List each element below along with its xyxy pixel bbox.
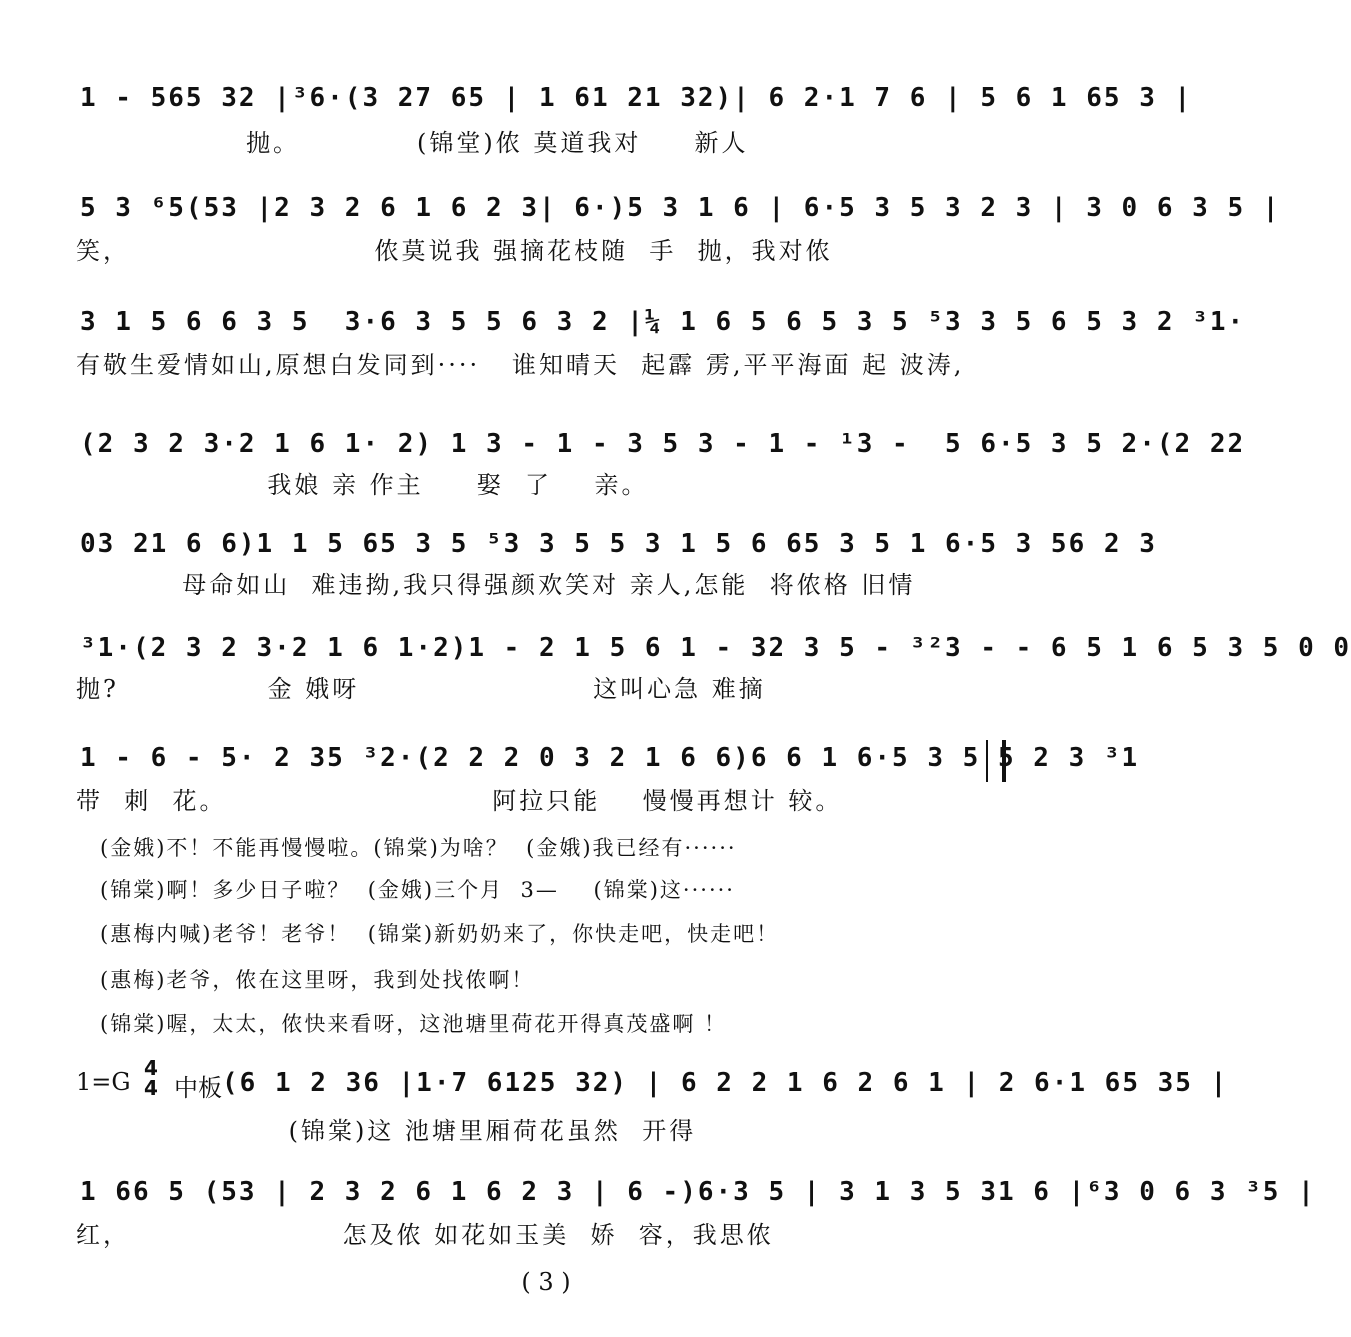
page-number: ( 3 ) xyxy=(521,1268,571,1296)
notation-line: 3 1 5 6 6 3 5 3·6 3 5 5 6 3 2 |¼ 1 6 5 6 5 3 5 ⁵3 3 5 6 5 3 2 ³1· xyxy=(80,307,1246,337)
time-signature: 4 4 xyxy=(144,1056,158,1100)
dialogue-line: (惠梅内喊)老爷！老爷！ (锦棠)新奶奶来了，你快走吧，快走吧！ xyxy=(100,922,780,946)
notation-line: 1 - 565 32 |³6·(3 27 65 | 1 61 21 32)| 6 2·1 7 6 | 5 6 1 65 3 | xyxy=(80,83,1193,113)
key-signature: 1=G xyxy=(76,1068,131,1096)
lyric-line: 带 刺 花。 阿拉只能 慢慢再想计 较。 xyxy=(76,787,843,815)
dialogue-line: (锦棠)啊！多少日子啦？ (金娥)三个月 3— (锦棠)这······ xyxy=(100,878,735,902)
lyric-line: 母命如山 难违拗,我只得强颜欢笑对 亲人,怎能 将侬格 旧情 xyxy=(76,571,916,599)
notation-line: ³1·(2 3 2 3·2 1 6 1·2)1 - 2 1 5 6 1 - 32 3 5 - ³²3 - - 6 5 1 6 5 3 5 0 0 xyxy=(80,633,1351,663)
notation-line: (6 1 2 36 |1·7 6125 32) | 6 2 2 1 6 2 6 1 | 2 6·1 65 35 | xyxy=(222,1068,1229,1098)
lyric-line: 笑， 侬莫说我 强摘花枝随 手 抛，我对侬 xyxy=(76,237,833,265)
lyric-line: 我娘 亲 作主 娶 了 亲。 xyxy=(76,471,649,499)
dialogue-line: (锦棠)喔，太太，侬快来看呀，这池塘里荷花开得真茂盛啊 ！ xyxy=(100,1012,728,1036)
notation-line: 1 - 6 - 5· 2 35 ³2·(2 2 2 0 3 2 1 6 6)6 6 1 6·5 3 5 5 2 3 ³1 xyxy=(80,743,1140,773)
dialogue-line: (惠梅)老爷，侬在这里呀，我到处找侬啊！ xyxy=(100,968,535,992)
notation-line: 1 66 5 (53 | 2 3 2 6 1 6 2 3 | 6 -)6·3 5 | 3 1 3 5 31 6 |⁶3 0 6 3 ³5 | xyxy=(80,1177,1316,1207)
notation-line: 5 3 ⁶5(53 |2 3 2 6 1 6 2 3| 6·)5 3 1 6 | 6·5 3 5 3 2 3 | 3 0 6 3 5 | xyxy=(80,193,1281,223)
lyric-line: 有敬生爱情如山,原想白发同到···· 谁知晴天 起霹 雳,平平海面 起 波涛, xyxy=(76,351,965,379)
notation-line: (2 3 2 3·2 1 6 1· 2) 1 3 - 1 - 3 5 3 - 1 - ¹3 - 5 6·5 3 5 2·(2 22 xyxy=(80,429,1246,459)
dialogue-line: (金娥)不！不能再慢慢啦。(锦棠)为啥？ (金娥)我已经有······ xyxy=(100,836,737,860)
lyric-line: 红， 怎及侬 如花如玉美 娇 容，我思侬 xyxy=(76,1221,774,1249)
tempo-marking: 中板 xyxy=(174,1074,222,1102)
notation-line: 03 21 6 6)1 1 5 65 3 5 ⁵3 3 5 5 3 1 5 6 65 3 5 1 6·5 3 56 2 3 xyxy=(80,529,1157,559)
lyric-line: 抛。 (锦堂)侬 莫道我对 新人 xyxy=(76,129,749,157)
lyric-line: (锦棠)这 池塘里厢荷花虽然 开得 xyxy=(76,1117,697,1145)
final-barline xyxy=(986,740,1006,782)
lyric-line: 抛? 金 娥呀 这叫心急 难摘 xyxy=(76,675,766,703)
